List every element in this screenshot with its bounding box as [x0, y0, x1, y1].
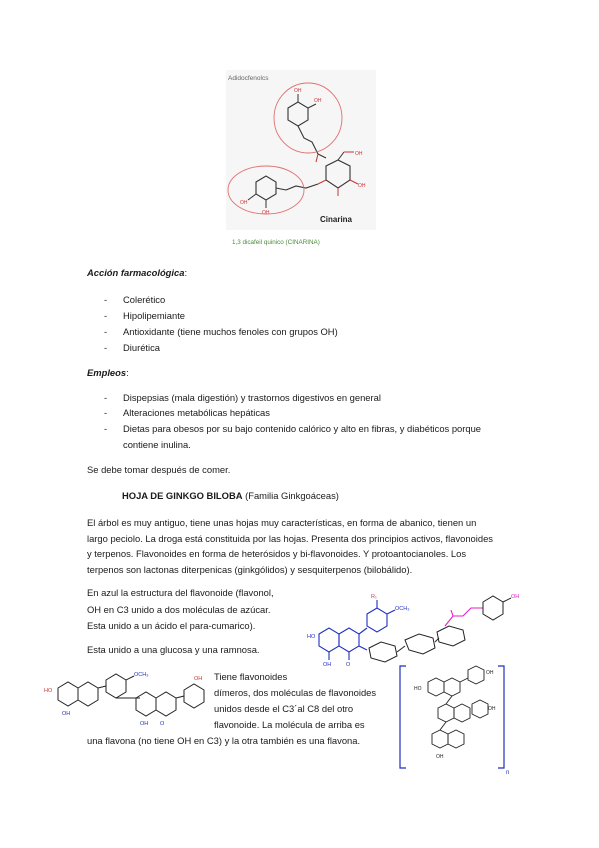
accion-heading-colon: : [184, 267, 188, 278]
oh-label: OH [511, 594, 520, 600]
ginkgo-paragraph-line: terpenos son lactonas diterpenicas (ginkgólidos) y sesquiterpenos (bilobálido). [87, 564, 413, 575]
o-label: O [160, 721, 165, 727]
oh-label: OH [436, 754, 444, 760]
oh-label: OH [314, 98, 322, 104]
oh-label: OH [488, 706, 496, 712]
repeat-unit-n: n [506, 770, 510, 776]
oh-label: OH [240, 200, 248, 206]
ginkgo-paragraph-line: y terpenos. Flavonoides en forma de heterósidos y bi-flavonoides. Y protoantocianoles. Los [87, 548, 467, 559]
dimer-note-line: una flavona (no tiene OH en C3) y la otra también es una flavona. [87, 735, 361, 746]
empleos-heading [87, 366, 129, 379]
flavonoid-note-line: Esta unido a un ácido el para-cumarico). [87, 620, 256, 631]
flavonoid-note-line: En azul la estructura del flavonoide (flavonol, [87, 587, 274, 598]
flavonoid-note-line: OH en C3 unido a dos moléculas de azúcar. [87, 604, 271, 615]
oh-label: OH [62, 711, 71, 717]
oh-label: OH [262, 210, 270, 216]
list-item-text: Dietas para obesos por su bajo contenido calórico y alto en fibras, y diabéticos porque [123, 423, 482, 434]
och3-label: OCH₃ [395, 606, 410, 612]
list-item-text: Alteraciones metabólicas hepáticas [123, 407, 270, 418]
o-label: O [346, 662, 351, 666]
oh-label: OH [358, 183, 366, 189]
dimer-note-line: flavonoide. La molécula de arriba es [214, 719, 365, 730]
figure-title: Adidocfenolcs [228, 75, 269, 82]
oh-label: OH [194, 676, 203, 682]
och3-label: OCH₃ [134, 672, 149, 678]
oh-label: OH [294, 88, 302, 94]
cinarina-figure [226, 70, 376, 248]
flavonol-glycoside-figure [305, 580, 523, 666]
flavonol-glycoside-structure [305, 580, 523, 666]
polymer-figure [398, 660, 516, 776]
oh-label: OH [486, 670, 494, 676]
accion-heading-text: Acción farmacológica [87, 267, 185, 278]
ho-label: HO [307, 634, 316, 640]
cinarina-structure [226, 70, 376, 248]
empleos-heading-text: Empleos [87, 367, 127, 378]
list-item-text: Dispepsias (mala digestión) y trastornos digestivos en general [123, 392, 381, 403]
ginkgo-paragraph-line: El árbol es muy antiguo, tiene unas hojas muy características, en forma de abanico, tienen un [87, 517, 477, 528]
dimer-note-line: Tiene flavonoides [214, 671, 288, 682]
ho-label: HO [414, 686, 422, 692]
list-item-text: Colerético [123, 294, 166, 305]
ginkgo-title [122, 489, 339, 502]
oh-label: OH [355, 151, 363, 157]
figure-caption: 1,3 dicafeil quinico (CINARINA) [232, 239, 320, 246]
r1-label: R₁ [371, 594, 377, 600]
oh-label: OH [323, 662, 332, 666]
biflavone-figure [44, 668, 210, 732]
ho-label: HO [44, 688, 53, 694]
dimer-note-line: dímeros, dos moléculas de flavonoides [214, 687, 377, 698]
list-item-text: Hipolipemiante [123, 310, 186, 321]
accion-heading [87, 266, 187, 279]
empleos-heading-colon: : [126, 367, 129, 378]
oh-label: OH [140, 721, 149, 727]
compound-label: Cinarina [320, 215, 353, 224]
note-text: Se debe tomar después de comer. [87, 464, 231, 475]
ginkgo-paragraph-line: largo peciolo. La droga está constituida por las hojas. Presenta dos principios activos, flavonoides [87, 533, 493, 544]
polymer-structure [398, 660, 516, 776]
glycoside-note: Esta unido a una glucosa y una ramnosa. [87, 644, 260, 655]
list-item-text: Antioxidante (tiene muchos fenoles con grupos OH) [123, 326, 338, 337]
ginkgo-title-text: HOJA DE GINKGO BILOBA [122, 490, 243, 501]
biflavone-structure [44, 668, 210, 732]
list-item-continuation: contiene inulina. [123, 439, 191, 450]
ginkgo-family: (Familia Ginkgoáceas) [242, 490, 339, 501]
dimer-note-line: unidos desde el C3´al C8 del otro [214, 703, 354, 714]
list-item-text: Diurética [123, 342, 160, 353]
